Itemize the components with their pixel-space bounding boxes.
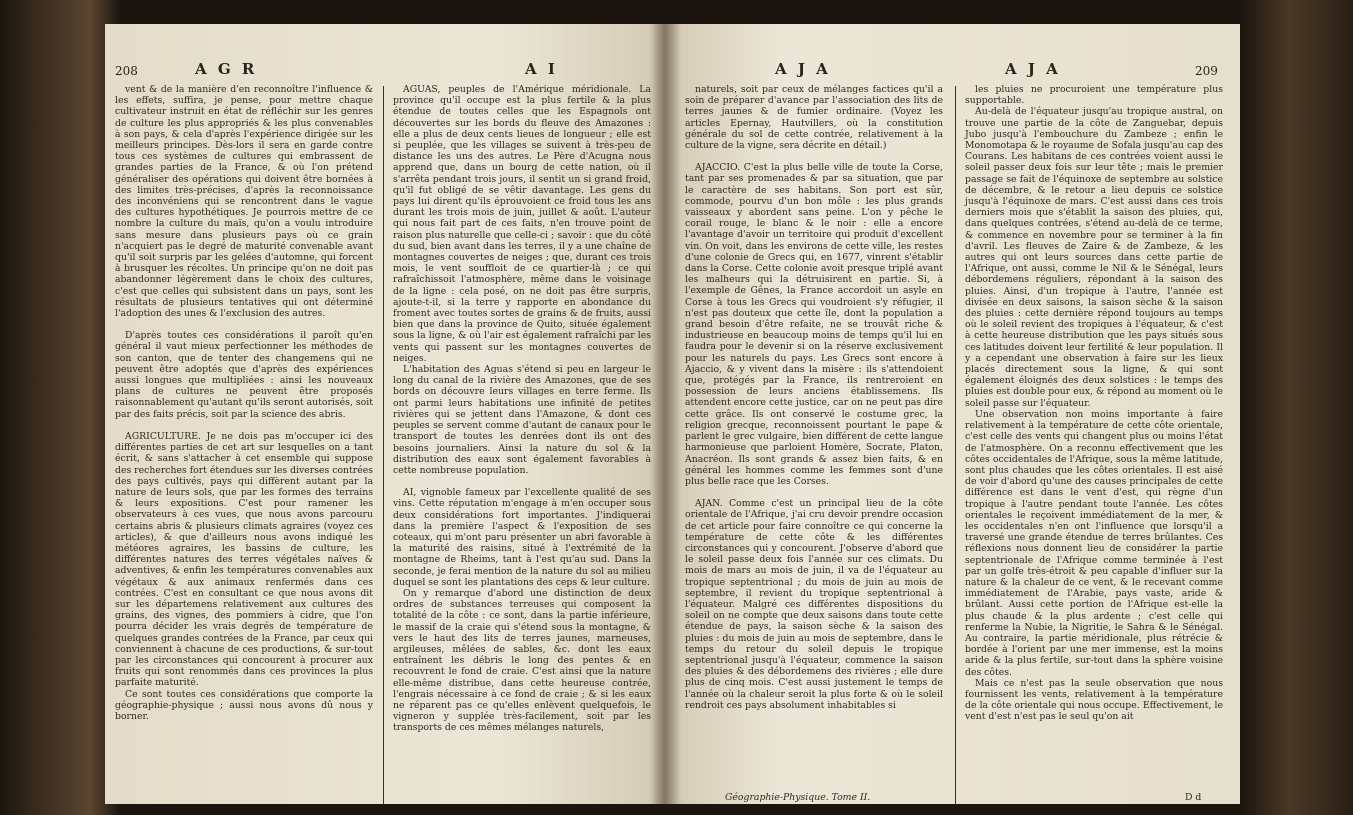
paragraph: AI, vignoble fameux par l'excellente qualité de ses vins. Cette réputation m'engage à m'en occuper sous deux considérations fort importantes. J'indiquerai dans la première l'aspect & l'exposition de ses coteaux, qui m'ont paru présenter un abri favorable à la maturité des raisins, situé à l'extrémité de la montagne de Rheims, tant à l'est qu'au sud. Dans la seconde, je ferai mention de la nature du sol au milieu duquel se sont les plantations des ceps & leur culture.	[393, 487, 651, 588]
paragraph: naturels, soit par ceux de mélanges factices qu'il a soin de préparer d'avance par l'association des lits de terres jaunes & de fumier ordinaire. (Voyez les articles Epernay, Hautvillers, où la constitution générale du sol de cette contrée, relativement à la culture de la vigne, sera décrite en détail.)	[685, 84, 943, 152]
running-head: A J A	[1005, 60, 1061, 78]
footer-title: Géographie-Physique. Tome II.	[725, 792, 871, 803]
left-page	[105, 24, 665, 804]
column-rule	[955, 86, 956, 804]
book-gutter	[652, 24, 680, 804]
text-column-right-2	[965, 84, 1223, 723]
paragraph: AGUAS, peuples de l'Amérique méridionale. La province qu'il occupe est la plus fertile & la plus étendue de toutes celles que les Espagnols ont découvertes sur les bords du fleuve des Amazones : elle a plus de deux cents lieues de longueur ; elle est si peuplée, que les villages se suivent à très-peu de distance les uns des autres. Le Père d'Acugna nous apprend que, dans un bourg de cette nation, où il s'arrêta pendant trois jours, il sentit un si grand froid, qu'il fut obligé de se vêtir davantage. Les gens du pays lui dirent qu'ils éprouvoient ce froid tous les ans durant les trois mois de juin, juillet & août. L'auteur qui nous fait part de ces faits, n'en trouve point de raison plus naturelle que celle-ci ; savoir : que du côté du sud, bien avant dans les terres, il y a une chaîne de montagnes couvertes de neiges ; que, durant ces trois mois, le vent souffloit de ce quartier-là ; ce qui rafraîchissoit l'atmosphère, même dans le voisinage de la ligne : cela posé, on ne doit pas être surpris, ajoute-t-il, si la terre y rapporte en abondance du froment avec toutes sortes de grains & de fruits, aussi bien que dans la province de Quito, située également sous la ligne, & où l'air est également rafraîchi par les vents qui passent sur les montagnes couvertes de neiges.	[393, 84, 651, 364]
paragraph: Au-delà de l'équateur jusqu'au tropique austral, on trouve une partie de la côte de Zanguebar, depuis Jubo jusqu'à l'embouchure du Zambeze ; enfin le Monomotapa & le royaume de Sofala jusqu'au cap des Courans. Les habitans de ces contrées voient aussi le soleil passer deux fois sur leur tête ; mais le premier passage se fait de l'équinoxe de septembre au solstice de décembre, & le retour a lieu depuis ce solstice jusqu'à l'équinoxe de mars. C'est aussi dans ces trois derniers mois que s'établit la saison des pluies, qui, dans quelques contrées, s'étend au-delà de ce terme, & commence en novembre pour se terminer à la fin d'avril. Les fleuves de Zaire & de Zambeze, & les autres qui ont leurs sources dans cette partie de l'Afrique, ont aussi, comme le Nil & le Sénégal, leurs débordemens réguliers, répondant à la saison des pluies. Ainsi, d'un tropique à l'autre, l'année est divisée en deux saisons, la saison sèche & la saison des pluies : cette dernière répond toujours au temps où le soleil revient des tropiques à l'équateur, & c'est à cette heureuse distribution que les pays situés sous ces latitudes doivent leur fertilité & leur population. Il y a cependant une observation à faire sur les lieux placés directement sous la ligne, & qui sont également éloignés des deux solstices : le temps des pluies est double pour eux, & répond au moment où le soleil passe sur l'équateur.	[965, 106, 1223, 409]
paragraph: AJACCIO. C'est la plus belle ville de toute la Corse, tant par ses promenades & par sa situation, que par le caractère de ses habitans. Son port est sûr, commode, pourvu d'un bon môle : les plus grands vaisseaux y abordent sans peine. L'on y pêche le corail rouge, le blanc & le noir : elle a encore l'avantage d'avoir un territoire qui produit d'excellent vin. On voit, dans les environs de cette ville, les restes d'une colonie de Grecs qui, en 1677, vinrent s'établir dans la Corse. Cette colonie avoit presque triplé avant les malheurs qui la détruisirent en partie. Si, à l'exemple de Gênes, la France accordoit un asyle en Corse à tous les Grecs qui voudroient s'y réfugier, il n'est pas douteux que cette île, dont la population a grand besoin d'être refaite, ne se trouvât riche & industrieuse en beaucoup moins de temps qu'il lui en faudra pour le devenir si on la réserve exclusivement pour les naturels du pays. Les Grecs sont encore à Ajaccio, & y vivent dans la misère : ils s'attendoient que, protégés par la France, ils rentreroient en possession de leurs anciens établissemens. Ils attendent encore cette justice, car on ne peut pas dire cette grâce. Ils ont conservé le costume grec, la religion grecque, reconnoissent pourtant le pape & parlent le grec vulgaire, bien différent de cette langue harmonieuse que parloient Homère, Socrate, Platon, Anacréon. Ils sont grands & assez bien faits, & en général les hommes comme les femmes sont d'une plus belle race que les Corses.	[685, 162, 943, 487]
column-rule	[383, 86, 384, 804]
page-number: 209	[1195, 64, 1218, 78]
page-number: 208	[115, 64, 138, 78]
paragraph: L'habitation des Aguas s'étend si peu en largeur le long du canal de la rivière des Amazones, que de ses bords on découvre leurs villages en terre ferme. Ils ont parmi leurs habitations une infinité de petites rivières qui se jettent dans l'Amazone, & dont ces peuples se servent comme d'autant de canaux pour le transport de toutes les denrées dont ils ont des besoins journaliers. Ainsi la nature du sol & la distribution des eaux sont également favorables à cette nombreuse population.	[393, 364, 651, 476]
paragraph: Ce sont toutes ces considérations que comporte la géographie-physique ; aussi nous avons dû nous y borner.	[115, 688, 373, 722]
paragraph: D'après toutes ces considérations il paroît qu'en général il vaut mieux perfectionner les méthodes de son canton, que de tenter des changemens qui ne peuvent être adoptés que d'après des expériences aussi longues que multipliées : ainsi les nouveaux plans de cultures ne peuvent être proposés raisonnablement qu'autant qu'ils seront autorisés, soit par des faits précis, soit par la science des abris.	[115, 330, 373, 420]
running-head: A G R	[195, 60, 258, 78]
signature-mark: D d	[1185, 792, 1202, 803]
paragraph: On y remarque d'abord une distinction de deux ordres de substances terreuses qui composent la totalité de la côte : ce sont, dans la partie inférieure, le massif de la craie qui s'étend sous la montagne, & vers le haut des lits de terres jaunes, marneuses, argileuses, mêlées de sables, &c. dont les eaux entraînent les débris le long des pentes & en recouvrent le fond de craie. C'est ainsi que la nature elle-même distribue, dans cette heureuse contrée, l'engrais nécessaire à ce fond de craie ; & si les eaux ne réparent pas ce qu'elles enlèvent quelquefois, le vigneron y supplée très-facilement, soit par les transports de ces mêmes mélanges naturels,	[393, 587, 651, 734]
paragraph: les pluies ne procuroient une température plus supportable.	[965, 84, 1223, 107]
text-column-left-2	[393, 84, 651, 734]
right-page	[665, 24, 1240, 804]
text-column-left-1	[115, 84, 373, 722]
paragraph: AJAN. Comme c'est un principal lieu de la côte orientale de l'Afrique, j'ai cru devoir prendre occasion de cet article pour faire connoître ce qui concerne la température de cette côte & les différentes circonstances qui y concourent. J'observe d'abord que le soleil passe deux fois l'année sur ces climats. Du mois de mars au mois de juin, il va de l'équateur au tropique septentrional ; du mois de juin au mois de septembre, il revient du tropique septentrional à l'équateur. Malgré ces différentes dispositions du soleil on ne compte que deux saisons dans toute cette étendue de pays, la saison sèche & la saison des pluies : du mois de juin au mois de septembre, dans le temps du retour du soleil depuis le tropique septentrional jusqu'à l'équateur, commence la saison des pluies & des débordemens des rivières ; elle dure plus de cinq mois. C'est aussi justement le temps de l'année où la chaleur seroit la plus forte & où le soleil rendroit ces pays absolument inhabitables si	[685, 498, 943, 711]
paragraph: Mais ce n'est pas la seule observation que nous fournissent les vents, relativement à la température de la côte orientale qui nous occupe. Effectivement, le vent d'est n'est pas le seul qu'on ait	[965, 677, 1223, 723]
text-column-right-1	[685, 84, 943, 711]
running-head: A J A	[775, 60, 831, 78]
paragraph: Une observation non moins importante à faire relativement à la température de cette côte orientale, c'est celle des vents qui changent plus ou moins l'état de l'atmosphère. On a reconnu effectivement que les côtes occidentales de l'Afrique, sous la même latitude, sont plus chaudes que les côtes orientales. Il est aisé de voir d'abord qu'une des causes principales de cette différence est dans le vent d'est, qui règne d'un tropique à l'autre pendant toute l'année. Les côtes orientales le reçoivent immédiatement de la mer, & les occidentales n'en ont l'influence que lorsqu'il a traversé une grande étendue de terres brûlantes. Ces réflexions nous donnent lieu de considérer la partie septentrionale de l'Afrique comme terminée à l'est par un golfe très-étroit & peu capable d'influer sur la nature & la chaleur de ce vent, & le recevant comme immédiatement de l'Arabie, pays vaste, aride & brûlant. Aussi cette portion de l'Afrique est-elle la plus chaude & la plus ardente ; c'est celle qui renferme la Nubie, la Nigritie, le Sahra & le Sénégal. Au contraire, la partie méridionale, plus rétrécie & bordée à l'orient par une mer immense, est la moins aride & la plus fertile, sur-tout dans la sphère voisine des côtes.	[965, 408, 1223, 678]
paragraph: vent & de la manière d'en reconnoître l'influence & les effets, suffira, je pense, pour mettre chaque cultivateur instruit en état de réfléchir sur les genres de culture les plus appropriés & les plus convenables à son pays, & cela d'après l'expérience dirigée sur les meilleurs principes. Dès-lors il sera en garde contre tous ces systèmes de cultures qui embrassent de grandes parties de la France, & où l'on prétend généraliser des opérations qui doivent être bornées à des limites très-précises, d'après la reconnoissance des inconvéniens qui se rencontrent dans le vague des cultures hypothétiques. Je pourrois mettre de ce nombre la culture du maïs, qu'on a voulu introduire sans mesure dans plusieurs pays où ce grain n'acquiert pas le degré de maturité convenable avant qu'il soit surpris par les gelées d'automne, qui forcent à brusquer les récoltes. Un principe qu'on ne doit pas abandonner légèrement dans le choix des cultures, c'est que celles qui subsistent dans un pays, sont les résultats de plusieurs tentatives qui ont déterminé l'adoption des unes & l'exclusion des autres.	[115, 84, 373, 320]
running-head: A I	[525, 60, 558, 78]
paragraph: AGRICULTURE. Je ne dois pas m'occuper ici des différentes parties de cet art sur lesquelles on a tant écrit, & sans s'attacher à cet ensemble qui suppose des recherches fort étendues sur les diverses contrées des pays cultivés, pays qui diffèrent autant par la nature de leurs sols, que par les formes des terrains & leurs expositions. C'est pour ramener les observateurs à ces vues, que nous avons parcouru certains abris & plusieurs climats agraires (voyez ces articles), & que d'ailleurs nous avons indiqué les météores agraires, les bassins de culture, les différentes natures des terres végétales naïves & adventives, & enfin les températures convenables aux végétaux & aux animaux renfermés dans ces contrées. C'est en consultant ce que nous avons dit sur les départemens relativement aux cultures des grains, des vignes, des pommiers à cidre, que l'on pourra décider les vrais degrés de température de quelques grandes contrées de la France, par ceux qui conviennent à chacune de ces productions, & sur-tout par les circonstances qui concourent à procurer aux fruits qui sont renommés dans ces provinces la plus parfaite maturité.	[115, 430, 373, 689]
